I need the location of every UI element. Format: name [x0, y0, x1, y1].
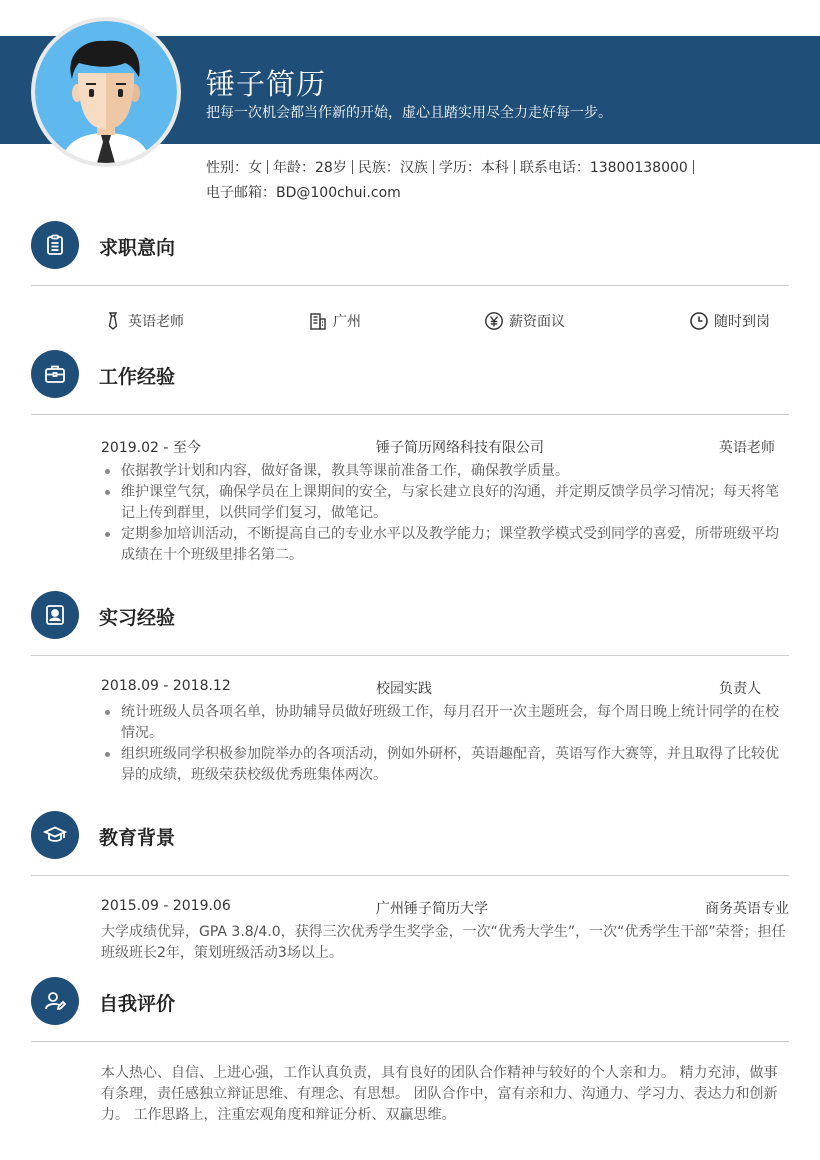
- work-bullets: [101, 461, 791, 566]
- section-divider: [31, 285, 789, 286]
- section-divider: [31, 875, 789, 876]
- info-separator: [433, 160, 434, 174]
- info-gender: 性别：女: [206, 160, 262, 176]
- list-item: 统计班级人员各项名单，协助辅导员做好班级工作，每月召开一次主题班会，每个周日晚上统计同学的在校情况。: [101, 702, 791, 744]
- edu-school: 广州锤子简历大学: [376, 901, 488, 917]
- info-phone: 联系电话：13800138000: [519, 160, 688, 176]
- intern-date: 2018.09 - 2018.12: [101, 678, 231, 694]
- personal-info: [206, 156, 766, 206]
- intern-role: 负责人: [719, 681, 761, 697]
- intent-salary-label: 薪资面议: [509, 314, 565, 330]
- info-separator: [514, 160, 515, 174]
- intent-salary: [484, 310, 565, 332]
- work-role: 英语老师: [719, 440, 775, 456]
- intent-position-label: 英语老师: [128, 314, 184, 330]
- info-ethnicity: 民族：汉族: [357, 160, 428, 176]
- section-title-work: 工作经验: [99, 366, 176, 388]
- section-divider: [31, 655, 789, 656]
- avatar: [31, 17, 181, 167]
- clipboard-icon: [31, 221, 79, 269]
- section-divider: [31, 1041, 789, 1042]
- edu-major: 商务英语专业: [705, 901, 789, 917]
- yen-icon: [484, 311, 504, 331]
- user-edit-icon: [31, 977, 79, 1025]
- intern-badge-icon: [31, 591, 79, 639]
- building-icon: [308, 311, 328, 331]
- section-title-self: 自我评价: [99, 993, 176, 1015]
- info-education: 学历：本科: [438, 160, 509, 176]
- tie-icon: [103, 311, 123, 331]
- list-item: 依据教学计划和内容，做好备课，教具等课前准备工作，确保教学质量。: [101, 461, 791, 482]
- clock-icon: [689, 311, 709, 331]
- intent-city-label: 广州: [333, 314, 361, 330]
- resume-motto: 把每一次机会都当作新的开始，虚心且踏实用尽全力走好每一步。: [206, 105, 612, 121]
- info-separator: [693, 160, 694, 174]
- avatar-illustration: [35, 21, 177, 163]
- work-date: 2019.02 - 至今: [101, 440, 201, 456]
- graduation-cap-icon: [31, 811, 79, 859]
- briefcase-icon: [31, 350, 79, 398]
- info-separator: [267, 160, 268, 174]
- edu-date: 2015.09 - 2019.06: [101, 898, 231, 914]
- intern-bullets: [101, 702, 791, 786]
- intent-availability: [689, 310, 770, 332]
- section-title-intent: 求职意向: [99, 237, 176, 259]
- info-age: 年龄：28岁: [273, 160, 347, 176]
- intent-city: [308, 310, 361, 332]
- list-item: 维护课堂气氛，确保学员在上课期间的安全，与家长建立良好的沟通，并定期反馈学员学习情况；每天将笔记上传到群里，以供同学们复习，做笔记。: [101, 482, 791, 524]
- list-item: 组织班级同学积极参加院举办的各项活动，例如外研杯，英语趣配音，英语写作大赛等，并且取得了比较优异的成绩，班级荣获校级优秀班集体两次。: [101, 744, 791, 786]
- section-divider: [31, 414, 789, 415]
- list-item: 定期参加培训活动，不断提高自己的专业水平以及教学能力；课堂教学模式受到同学的喜爱，所带班级平均成绩在十个班级里排名第二。: [101, 524, 791, 566]
- info-separator: [352, 160, 353, 174]
- edu-description: 大学成绩优异，GPA 3.8/4.0，获得三次优秀学生奖学金，一次“优秀大学生”，一次“优秀学生干部”荣誉；担任班级班长2年，策划班级活动3场以上。: [101, 924, 786, 961]
- intern-org: 校园实践: [376, 681, 432, 697]
- intent-position: [103, 310, 184, 332]
- resume-name: 锤子简历: [206, 67, 327, 101]
- work-company: 锤子简历网络科技有限公司: [376, 440, 544, 456]
- self-description: 本人热心、自信、上进心强，工作认真负责，具有良好的团队合作精神与较好的个人亲和力。 精力充沛，做事有条理，责任感独立辩证思维、有理念、有思想。 团队合作中，富有亲和力、沟通力、学习力、表达力和创新力。 工作思路上，注重宏观角度和辩证分析、双赢思维。: [101, 1065, 778, 1123]
- info-email: 电子邮箱：BD@100chui.com: [206, 185, 401, 201]
- section-title-intern: 实习经验: [99, 607, 176, 629]
- intent-availability-label: 随时到岗: [714, 314, 770, 330]
- section-title-edu: 教育背景: [99, 827, 176, 849]
